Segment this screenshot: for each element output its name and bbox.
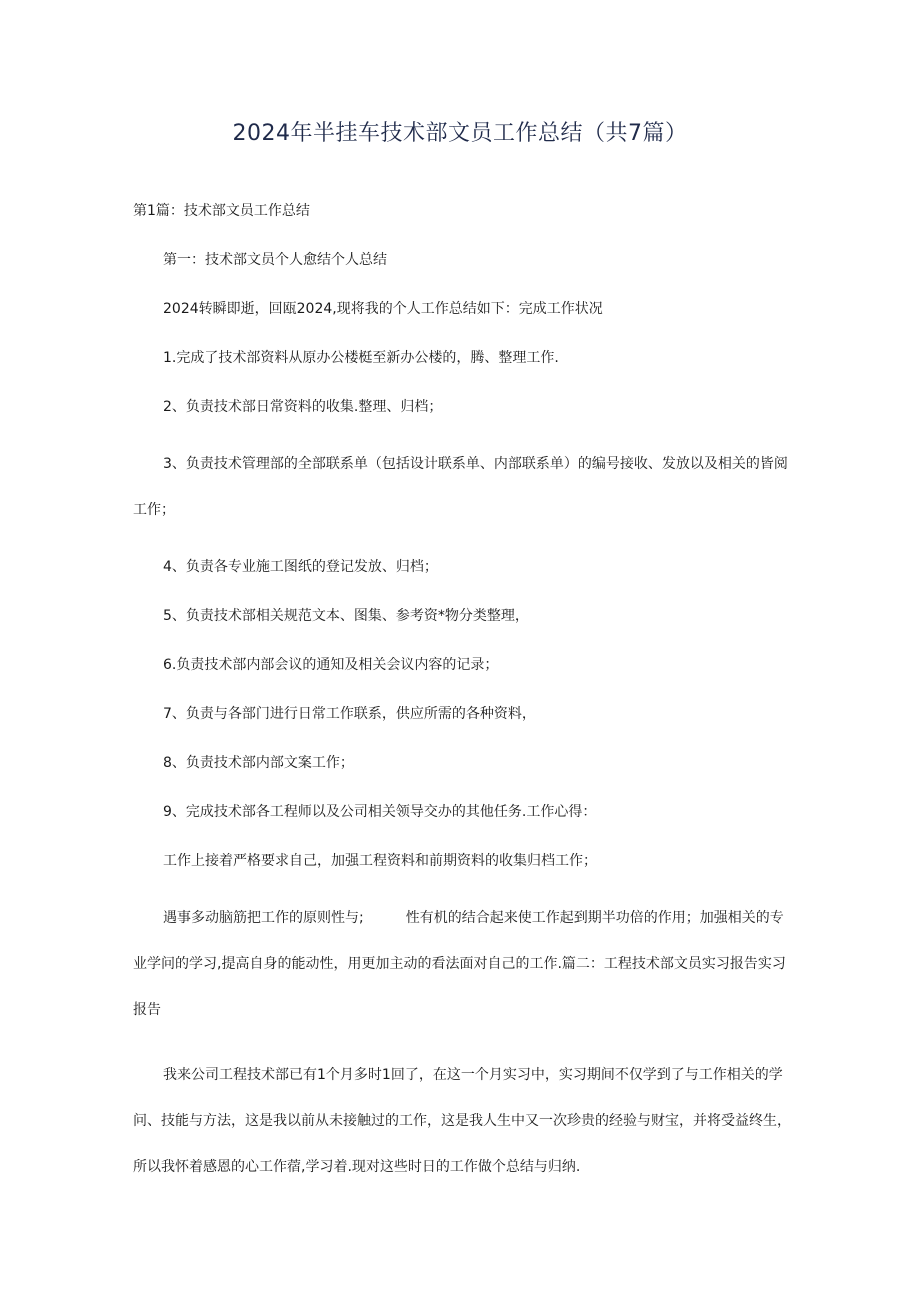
- paragraph: 工作上接着严格要求自己，加强工程资料和前期资料的收集归档工作；: [163, 853, 597, 869]
- paragraph: 2024转瞬即逝，回瓯2024,现将我的个人工作总结如下：完成工作状况: [163, 301, 603, 317]
- paragraph: 我来公司工程技术部已有1个月多时1回了，在这一个月实习中，实习期间不仅学到了与工作相关的学问、技能与方法，这是我以前从未接触过的工作，这是我人生中又一次珍贵的经验与财宝，并将受益终生，所以我怀着感恩的心工作蓿,学习着.现对这些时日的工作做个总结与归纳.: [133, 1067, 791, 1175]
- paragraph: 1.完成了技术部资料从原办公楼梃至新办公楼的，腾、整理工作.: [163, 350, 559, 366]
- document-body: [133, 196, 793, 1190]
- section-heading: 第1篇：技术部文员工作总结: [133, 203, 310, 219]
- paragraph: 7、负责与各部门进行日常工作联系，供应所需的各种资料，: [163, 706, 536, 722]
- sub-heading: 第一：技术部文员个人愈结个人总结: [163, 252, 387, 268]
- paragraph: 遇事多动脑筋把工作的原则性与; 性有机的结合起来使工作起到期半功倍的作用；加强相关的专业学问的学习,提高自身的能动性，用更加主动的看法面对自己的工作.篇二：工程技术部文员实习报告实习报告: [133, 910, 786, 1018]
- paragraph: 9、完成技术部各工程师以及公司相关领导交办的其他任务.工作心得：: [163, 804, 597, 820]
- paragraph: 3、负责技术管理部的全部联系单（包括设计联系单、内部联系单）的编号接收、发放以及相关的皆阅工作；: [133, 456, 788, 518]
- paragraph: 2、负责技术部日常资料的收集.整理、归档；: [163, 399, 443, 415]
- paragraph: 6.负责技术部内部会议的通知及相关会议内容的记录；: [163, 657, 499, 673]
- paragraph: 5、负责技术部相关规范文本、图集、参考资*物分类整理，: [163, 608, 529, 624]
- paragraph: 4、负责各专业施工图纸的登记发放、归档；: [163, 559, 438, 575]
- paragraph: 8、负责技术部内部文案工作；: [163, 755, 354, 771]
- document-title: 2024年半挂车技术部文员工作总结（共7篇）: [232, 121, 688, 146]
